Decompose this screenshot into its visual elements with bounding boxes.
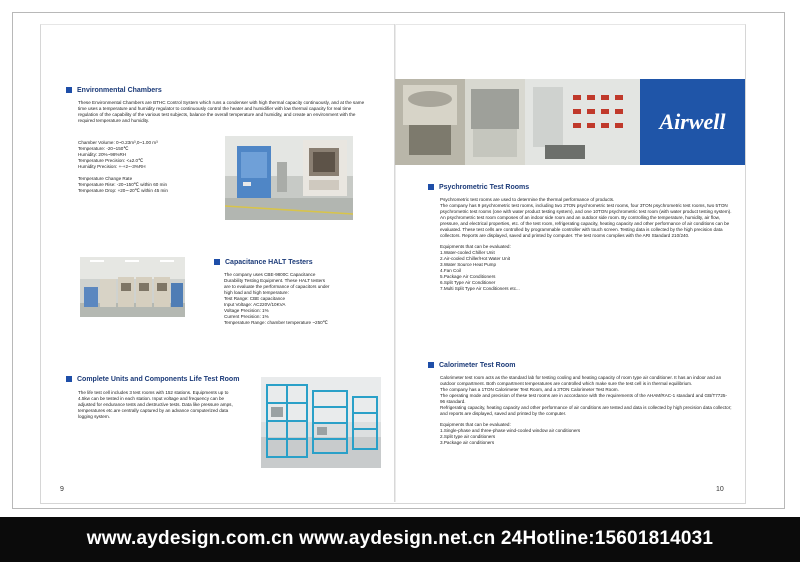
- psychrometric-title: Psychrometric Test Rooms: [439, 184, 530, 191]
- section-bullet-icon: [428, 362, 434, 368]
- life-test-title: Complete Units and Components Life Test Room: [77, 376, 240, 383]
- life-test-line: logging system.: [78, 414, 110, 419]
- section-bullet-icon: [428, 184, 434, 190]
- spec-line: Temperature Drop: +20~-20℃ within 45 min: [78, 188, 168, 193]
- equipment-item: 1.Single-phase and three-phase wind-cooled window air conditioners: [440, 428, 581, 433]
- calorimeter-paragraph: Calorimeter test room acts as the standard lab for testing cooling and heating capacity of room type air conditioner. It has an indoor and an outdoor compartment. Both compartment temperatures are controlled which make sure the test cell is in thermal equilibrium.: [440, 375, 722, 386]
- environmental-intro-text: These Environmental Chambers are BTHC Control System which runs a condenser with high thermal capacity continuously, and at the same time uses a temperature and humidity regulator to continuously control the heater and humidifier with low thermal capacity for real time regulation of the capability of the various test subjects, balance the overall temperature and humidity, and create an environment with the required temperature and humidity.: [78, 100, 365, 123]
- section-bullet-icon: [66, 87, 72, 93]
- psychrometric-paragraph: An psychrometric test room composes of an indoor side room and an outdoor side room. By controlling the temperature, humidity, air flow, pressure, and electrical properties, etc. of the test room, refrigerating capacity, heating capacity and other performance of air conditions can be evaluated. These test cells are controlled by programmable controller with touch screen. Testing data is collected by the high precision data collectors. Reports are displayed, saved and printed by computer. The test rooms complies with the ARI Standard 210/240.: [440, 215, 730, 238]
- environmental-heading: [66, 87, 162, 94]
- page-number-right: 10: [716, 486, 724, 493]
- calorimeter-paragraph: The company has a 1TON Calorimeter Test Room, and a 3TON Calorimeter Test Room.: [440, 387, 619, 392]
- equipment-item: 4.Fan Coil: [440, 268, 461, 273]
- life-test-text: [78, 390, 264, 420]
- section-bullet-icon: [66, 376, 72, 382]
- brand-logo-panel: [640, 79, 745, 165]
- life-test-line: temperatures etc.are centrally captured by an advance computerized data: [78, 408, 229, 413]
- equipment-item: 6.Split Type Air Conditioner: [440, 280, 496, 285]
- calorimeter-title: Calorimeter Test Room: [439, 362, 516, 369]
- capacitance-line: Durability Testing Equipment. These HALT testers: [224, 278, 326, 283]
- life-test-line: The life test cell includes 3 test rooms with 152 stations. Equipments up to: [78, 390, 229, 395]
- change-rate-title: Temperature Change Rate: [78, 176, 133, 181]
- capacitance-line: high load and high temperature:: [224, 290, 289, 295]
- capacitance-tester-photo: [80, 257, 185, 317]
- psychrometric-heading: [428, 184, 529, 191]
- page-number-left: 9: [60, 486, 64, 493]
- brand-logo: Airwell: [659, 109, 726, 134]
- environmental-specs: [78, 140, 223, 194]
- psychrometric-paragraph: Psychrometric test rooms are used to determine the thermal performance of products.: [440, 197, 615, 202]
- equipment-item: 2.Air-cooled Chiller/Hot Water Unit: [440, 256, 511, 261]
- equipment-item: 2.Split type air conditioners: [440, 434, 496, 439]
- capacitance-line: The company uses CBE-9800C Capacitance: [224, 272, 316, 277]
- environmental-title: Environmental Chambers: [77, 87, 162, 94]
- life-test-heading: [66, 376, 239, 383]
- capacitance-line: Test Range: CBE capacitance: [224, 296, 286, 301]
- capacitance-line: are to evaluate the performance of capacitors under: [224, 284, 330, 289]
- spec-line: Temperature Rise: -20~150℃ within 60 min: [78, 182, 168, 187]
- equipment-item: 7.Multi Split Type Air Conditioners etc...: [440, 286, 520, 291]
- life-test-line: adjusted for endurance tests and destructive tests. Data like pressure amps,: [78, 402, 233, 407]
- capacitance-line: Temperature Range: chamber temperature ~250℃: [224, 320, 328, 325]
- spec-line: Temperature Precision: <±2.0℃: [78, 158, 144, 163]
- environmental-chamber-photo: [225, 136, 353, 220]
- spec-line: Chamber Volume: 0~0.23m³,0~1.00 m³: [78, 140, 158, 145]
- calorimeter-heading: [428, 362, 516, 369]
- equipment-item: 1.Water-cooled Chiller Unit: [440, 250, 495, 255]
- environmental-intro: [78, 100, 368, 124]
- capacitance-text: [224, 272, 364, 326]
- equipment-item: 5.Package Air Conditioners: [440, 274, 496, 279]
- life-test-line: 4.5kw can be tested in each station. Input voltage and frequency can be: [78, 396, 225, 401]
- life-test-room-photo: [261, 377, 381, 468]
- capacitance-heading: [214, 259, 313, 266]
- calorimeter-text: [440, 375, 732, 446]
- equipments-title: Equipments that can be evaluated:: [440, 422, 511, 427]
- equipments-title: Equipments that can be evaluated:: [440, 244, 511, 249]
- test-room-photo-strip: [395, 79, 640, 165]
- section-bullet-icon: [214, 259, 220, 265]
- calorimeter-paragraph: Refrigerating capacity, heating capacity and other performance of air conditions are tested and data is collected by high precision data collector; and reports are displayed, saved and printed by the computer.: [440, 405, 732, 416]
- spec-line: Humidity Precision: +-+2~-3%RH: [78, 164, 146, 169]
- psychrometric-text: [440, 197, 732, 292]
- calorimeter-paragraph: The operating mode and precision of these test rooms are in accordance with the requirements of the AHAM/RAC-1 standard and GB/T7725-96 standard.: [440, 393, 728, 404]
- capacitance-line: Current Precision: 1%: [224, 314, 269, 319]
- equipment-item: 3.Water Source Heat Pump: [440, 262, 496, 267]
- equipment-item: 3.Package air conditioners: [440, 440, 495, 445]
- footer-contact-text: www.aydesign.com.cn www.aydesign.net.cn 24Hotline:15601814031: [86, 528, 714, 549]
- capacitance-line: Input Voltage: AC220V/10KVA: [224, 302, 286, 307]
- psychrometric-paragraph: The company has 9 psychrometric test rooms, including two 2TON psychrometric test rooms, four 3TON psychrometric test rooms, two 5TON psychrometric test rooms (one with water product testing system), and one 10TON psychrometric test room (with water product testing system).: [440, 203, 732, 214]
- spec-line: Temperature: -20~150℃: [78, 146, 129, 151]
- capacitance-line: Voltage Precision: 1%: [224, 308, 269, 313]
- spec-line: Humidity: 20%~98%RH: [78, 152, 127, 157]
- capacitance-title: Capacitance HALT Testers: [225, 259, 313, 266]
